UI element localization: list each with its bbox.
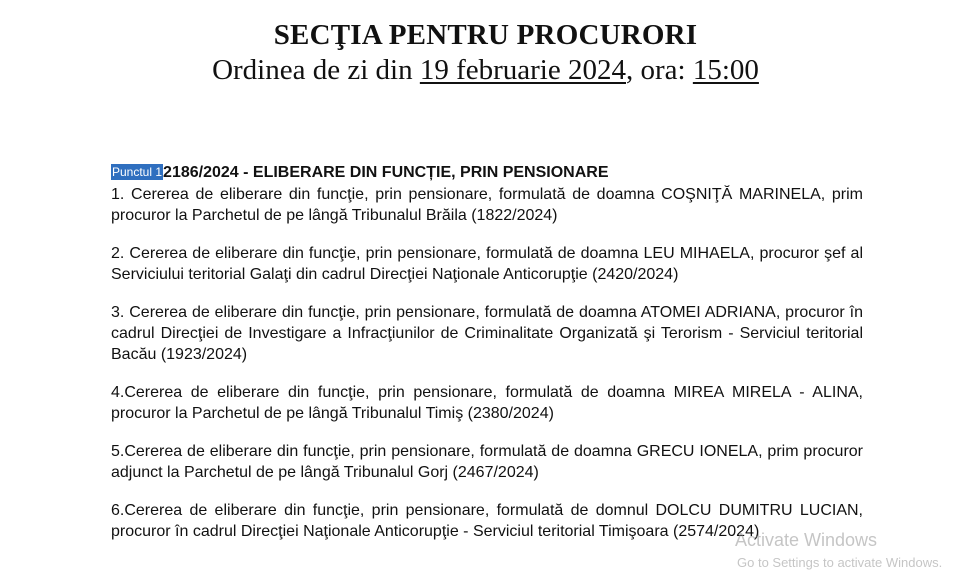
time-prefix: , ora: <box>626 54 693 86</box>
point-heading <box>111 162 863 184</box>
agenda-date: 19 februarie 2024 <box>419 54 626 86</box>
document-body <box>111 162 863 542</box>
list-item: 2. Cererea de eliberare din funcţie, prin pensionare, formulată de doamna LEU MIHAELA, procuror şef al Serviciului teritorial Galaţi din cadrul Direcţiei Naţionale Anticorupţie (2420/2024) <box>111 245 863 283</box>
activation-watermark-title: Activate Windows <box>735 530 878 550</box>
list-item: 6.Cererea de eliberare din funcţie, prin pensionare, formulată de domnul DOLCU DUMITRU LUCIAN, procuror în cadrul Direcţiei Naţionale Anticorupţie - Serviciul teritorial Timişoara (2574/2024) <box>111 502 863 540</box>
agenda-time: 15:00 <box>692 54 759 86</box>
list-item: 5.Cererea de eliberare din funcţie, prin pensionare, formulată de doamna GRECU IONELA, prim procuror adjunct la Parchetul de pe lângă Tribunalul Gorj (2467/2024) <box>111 443 863 481</box>
list-item: 1. Cererea de eliberare din funcţie, prin pensionare, formulată de doamna COŞNIŢĂ MARINELA, prim procuror la Parchetul de pe lângă Tribunalul Brăila (1822/2024) <box>111 186 863 224</box>
agenda-prefix: Ordinea de zi din <box>212 54 420 86</box>
list-item: 4.Cererea de eliberare din funcţie, prin pensionare, formulată de doamna MIREA MIRELA - ALINA, procuror la Parchetul de pe lângă Tribunalul Timiş (2380/2024) <box>111 384 863 422</box>
page-title: SECŢIA PENTRU PROCURORI <box>273 19 698 51</box>
selected-point-label[interactable]: Punctul 1 <box>112 165 163 179</box>
point-heading-text: 2186/2024 - ELIBERARE DIN FUNCȚIE, PRIN PENSIONARE <box>163 164 609 181</box>
activation-watermark-subtitle: Go to Settings to activate Windows. <box>737 555 943 570</box>
agenda-subtitle <box>0 54 971 87</box>
list-item: 3. Cererea de eliberare din funcţie, prin pensionare, formulată de doamna ATOMEI ADRIANA, procuror în cadrul Direcţiei de Investigare a Infracţiunilor de Criminalitate Organizată şi Terorism - Serviciul teritorial Bacău (1923/2024) <box>111 304 863 363</box>
